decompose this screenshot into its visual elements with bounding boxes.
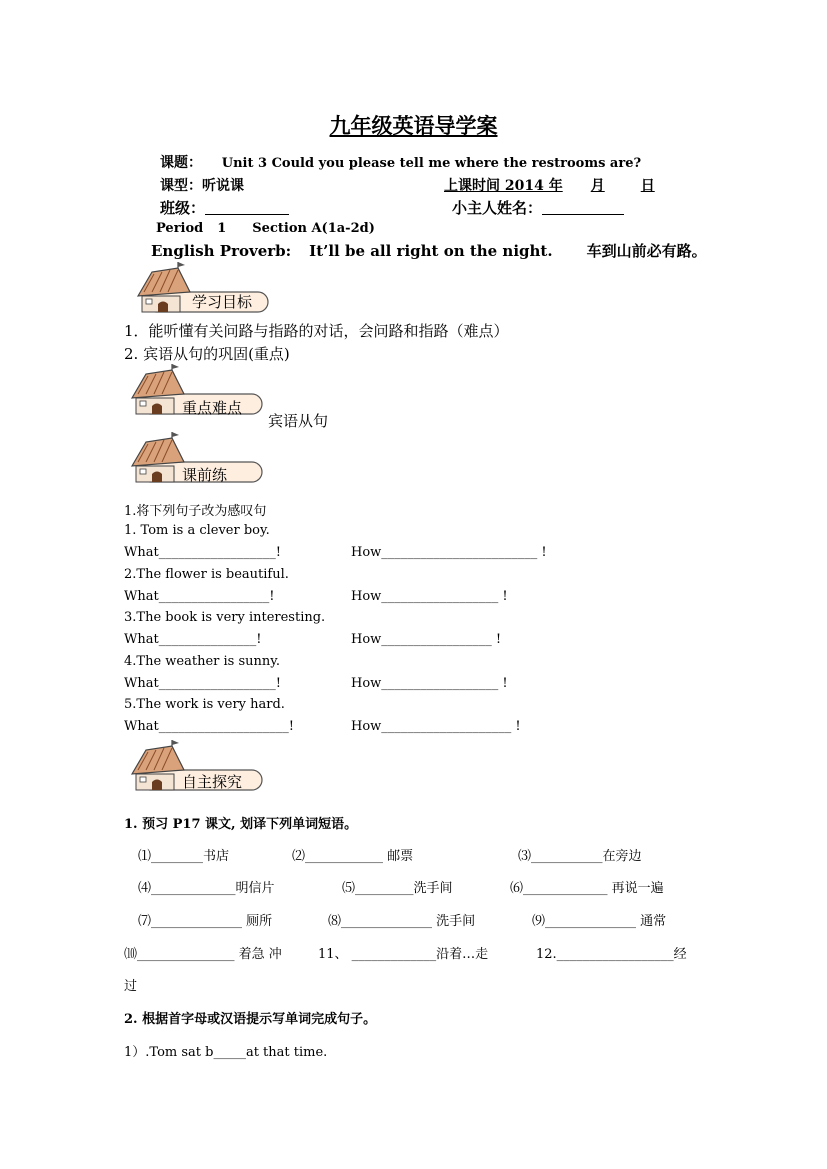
period-num: 1 [217, 221, 227, 236]
prestudy-what-5[interactable]: What____________________! [124, 719, 294, 734]
explore-row2-c[interactable]: ⑹_____________ 再说一遍 [510, 881, 664, 896]
page-title: 九年级英语导学案 [329, 113, 498, 138]
prestudy-instruction: 1.将下列句子改为感叹句 [124, 504, 267, 519]
explore-row4-a[interactable]: ⑽_______________ 着急 冲 [124, 947, 282, 962]
prestudy-how-4[interactable]: How__________________ ! [351, 676, 508, 691]
goal-1: 1．能听懂有关问路与指路的对话，会问路和指路（难点） [124, 322, 509, 340]
prestudy-sentence-1: 1. Tom is a clever boy. [124, 523, 270, 538]
prestudy-sentence-3: 3.The book is very interesting. [124, 610, 326, 625]
day-label: 日 [640, 178, 655, 194]
explore-row1-b[interactable]: ⑵____________ 邮票 [292, 849, 414, 864]
prestudy-how-1[interactable]: How________________________ ! [351, 545, 547, 560]
prestudy-what-2[interactable]: What_________________! [124, 589, 275, 604]
explore-sentence-1[interactable]: 1）.Tom sat b_____at that time. [124, 1045, 328, 1060]
explore-row1-a[interactable]: ⑴________书店 [138, 849, 230, 864]
prestudy-what-4[interactable]: What__________________! [124, 676, 281, 691]
explore-row3-c[interactable]: ⑼______________ 通常 [532, 914, 667, 929]
explore-row1-c[interactable]: ⑶___________在旁边 [518, 849, 642, 864]
class-line [160, 197, 289, 218]
period-line [156, 221, 375, 236]
name-blank[interactable] [542, 200, 624, 215]
badge-label: 重点难点 [182, 399, 243, 417]
goal-2: 2. 宾语从句的巩固(重点) [124, 345, 290, 363]
explore-q2: 2. 根据首字母或汉语提示写单词完成句子。 [124, 1012, 377, 1027]
name-line [452, 197, 624, 218]
badge-prestudy [126, 432, 266, 488]
name-label: 小主人姓名： [452, 199, 543, 217]
prestudy-how-5[interactable]: How____________________ ! [351, 719, 521, 734]
prestudy-sentence-5: 5.The work is very hard. [124, 697, 285, 712]
month-label: 月 [590, 178, 605, 194]
badge-label: 课前练 [182, 466, 228, 484]
section-label: Section A(1a-2d) [252, 221, 375, 236]
period-label: Period [156, 221, 204, 236]
prestudy-sentence-2: 2.The flower is beautiful. [124, 567, 289, 582]
explore-row3-a[interactable]: ⑺______________ 厕所 [138, 914, 273, 929]
explore-row4-b[interactable]: 11、 _____________沿着…走 [318, 947, 489, 962]
explore-row2-a[interactable]: ⑷_____________明信片 [138, 881, 275, 896]
class-time [444, 175, 655, 195]
class-time-label: 上课时间 2014 年 [444, 178, 563, 194]
topic-label: 课题： [160, 155, 202, 171]
explore-row2-b[interactable]: ⑸_________洗手间 [342, 881, 453, 896]
prestudy-how-3[interactable]: How_________________ ! [351, 632, 502, 647]
class-blank[interactable] [205, 200, 289, 215]
prestudy-what-1[interactable]: What__________________! [124, 545, 281, 560]
badge-explore [126, 740, 266, 796]
class-label: 班级： [160, 199, 206, 217]
badge-label: 学习目标 [192, 293, 253, 311]
badge-key-points [126, 364, 266, 420]
explore-row4-c[interactable]: 12.__________________经 [536, 947, 687, 962]
explore-row3-b[interactable]: ⑻______________ 洗手间 [328, 914, 476, 929]
explore-wrap: 过 [124, 979, 138, 994]
proverb-label: English Proverb: [151, 242, 292, 260]
prestudy-how-2[interactable]: How__________________ ! [351, 589, 508, 604]
badge-label: 自主探究 [182, 773, 243, 791]
lesson-type: 课型：听说课 [160, 178, 244, 194]
proverb-cn: 车到山前必有路。 [586, 242, 707, 260]
badge-learning-goals [132, 262, 272, 318]
proverb-en: It’ll be all right on the night. [309, 242, 553, 260]
proverb-line [151, 240, 707, 261]
prestudy-sentence-4: 4.The weather is sunny. [124, 654, 280, 669]
prestudy-what-3[interactable]: What_______________! [124, 632, 262, 647]
keypoint-text: 宾语从句 [268, 412, 329, 430]
explore-q1: 1. 预习 P17 课文, 划译下列单词短语。 [124, 817, 358, 832]
topic-line [160, 152, 641, 172]
topic-value: Unit 3 Could you please tell me where the restrooms are? [221, 156, 642, 171]
